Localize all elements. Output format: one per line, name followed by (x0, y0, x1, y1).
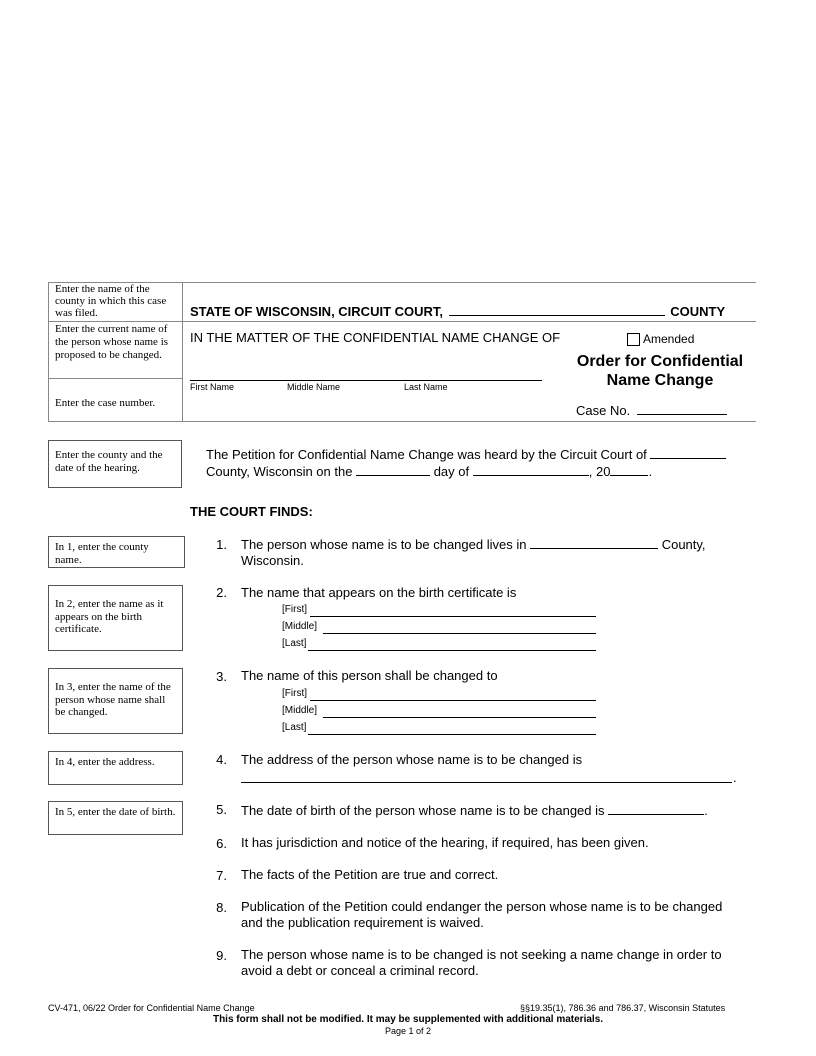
case-number-field (576, 402, 727, 418)
county-label: COUNTY (670, 304, 726, 319)
state-court-heading (190, 303, 725, 319)
item4-period: . (733, 770, 737, 785)
item9-line1: The person whose name is to be changed is not seeking a name change in order to (241, 947, 722, 962)
petition-county-text: County, Wisconsin on the (206, 464, 353, 479)
petition-line-1 (206, 446, 726, 463)
form-title-1: Order for Confidential (576, 353, 744, 370)
item2-last-label: [Last] (282, 638, 307, 649)
sidebar-item3: In 3, enter the name of the person whose name shall be changed. (48, 668, 183, 734)
petition-end-text: . (648, 464, 653, 479)
footer-statutes: §§19.35(1), 786.36 and 786.37, Wisconsin Statutes (520, 1003, 726, 1013)
first-name-label: First Name (190, 382, 235, 392)
item4-text: The address of the person whose name is to be changed is (241, 752, 583, 767)
hearing-day-blank[interactable] (356, 463, 430, 476)
item5-text: The date of birth of the person whose name is to be changed is . (241, 803, 708, 818)
item9-line2: avoid a debt or conceal a criminal record. (241, 963, 479, 978)
item7-number: 7. (216, 868, 227, 883)
item2-number: 2. (216, 585, 227, 600)
item1-text-a: The person whose name is to be changed lives in (241, 537, 527, 552)
item3-first-blank[interactable] (310, 700, 596, 701)
sidebar-item5: In 5, enter the date of birth. (48, 801, 183, 835)
footer-page: Page 1 of 2 (384, 1026, 432, 1036)
item5-label: The date of birth of the person whose name is to be changed is (241, 803, 605, 818)
sidebar-item2: In 2, enter the name as it appears on the birth certificate. (48, 585, 183, 651)
petition-text-1: The Petition for Confidential Name Change was heard by the Circuit Court of (206, 447, 647, 462)
footer-notice: This form shall not be modified. It may be supplemented with additional materials. (212, 1014, 604, 1025)
petition-20-text: , 20 (588, 464, 611, 479)
petition-dayof-text: day of (433, 464, 470, 479)
middle-name-label: Middle Name (287, 382, 341, 392)
case-number-label: Case No. (576, 403, 631, 418)
item4-address-blank[interactable] (241, 782, 732, 783)
case-number-blank[interactable] (637, 402, 727, 415)
sidebar-case-number: Enter the case number. (55, 397, 156, 409)
item2-text: The name that appears on the birth certificate is (241, 585, 517, 600)
item1-text-b: County, (661, 537, 706, 552)
item4-number: 4. (216, 752, 227, 767)
item1-text (241, 536, 706, 569)
item3-middle-blank[interactable] (323, 717, 596, 718)
sidebar-item1: In 1, enter the county name. (48, 536, 185, 568)
last-name-label: Last Name (404, 382, 448, 392)
sidebar-rule-1 (48, 378, 182, 379)
item3-middle-label: [Middle] (282, 705, 318, 716)
item3-last-blank[interactable] (308, 734, 596, 735)
hearing-year-blank[interactable] (610, 463, 648, 476)
amended-label: Amended (643, 332, 695, 346)
item6-number: 6. (216, 836, 227, 851)
item8-line2: and the publication requirement is waived. (241, 915, 484, 930)
amended-checkbox[interactable] (627, 333, 640, 346)
item1-number: 1. (216, 537, 227, 552)
item1-text-c: Wisconsin. (241, 553, 304, 568)
header-bottom-rule (48, 421, 756, 422)
item7-text: The facts of the Petition are true and correct. (241, 867, 499, 882)
item8-line1: Publication of the Petition could endanger the person whose name is to be changed (241, 899, 723, 914)
item3-first-label: [First] (282, 688, 307, 699)
footer-form-id: CV-471, 06/22 Order for Confidential Name Change (48, 1003, 255, 1013)
form-title-2: Name Change (606, 372, 714, 389)
state-court-label: STATE OF WISCONSIN, CIRCUIT COURT, (190, 304, 444, 319)
name-line[interactable] (190, 380, 542, 381)
header-mid-rule (48, 321, 756, 322)
matter-heading: IN THE MATTER OF THE CONFIDENTIAL NAME CHANGE OF (190, 330, 561, 345)
sidebar-item4: In 4, enter the address. (48, 751, 183, 785)
hearing-county-blank[interactable] (650, 446, 726, 459)
item6-text: It has jurisdiction and notice of the hearing, if required, has been given. (241, 835, 649, 850)
item5-dob-blank[interactable] (608, 802, 704, 815)
court-finds-heading: THE COURT FINDS: (190, 504, 313, 519)
item8-number: 8. (216, 900, 227, 915)
item2-middle-label: [Middle] (282, 621, 318, 632)
item3-text: The name of this person shall be changed to (241, 668, 498, 683)
petition-line-2 (206, 463, 652, 480)
item2-first-label: [First] (282, 604, 307, 615)
header-left-border (48, 282, 49, 421)
item3-last-label: [Last] (282, 722, 307, 733)
county-blank[interactable] (449, 303, 665, 316)
item9-number: 9. (216, 948, 227, 963)
item3-number: 3. (216, 669, 227, 684)
item2-last-blank[interactable] (308, 650, 596, 651)
sidebar-hearing: Enter the county and the date of the hearing. (48, 440, 182, 488)
item1-county-blank[interactable] (530, 536, 658, 549)
item2-first-blank[interactable] (310, 616, 596, 617)
header-divider (182, 282, 183, 421)
sidebar-county-filed: Enter the name of the county in which this case was filed. (55, 283, 167, 319)
sidebar-current-name: Enter the current name of the person whose name is proposed to be changed. (55, 323, 169, 361)
item2-middle-blank[interactable] (323, 633, 596, 634)
hearing-month-blank[interactable] (473, 463, 589, 476)
item5-number: 5. (216, 802, 227, 817)
